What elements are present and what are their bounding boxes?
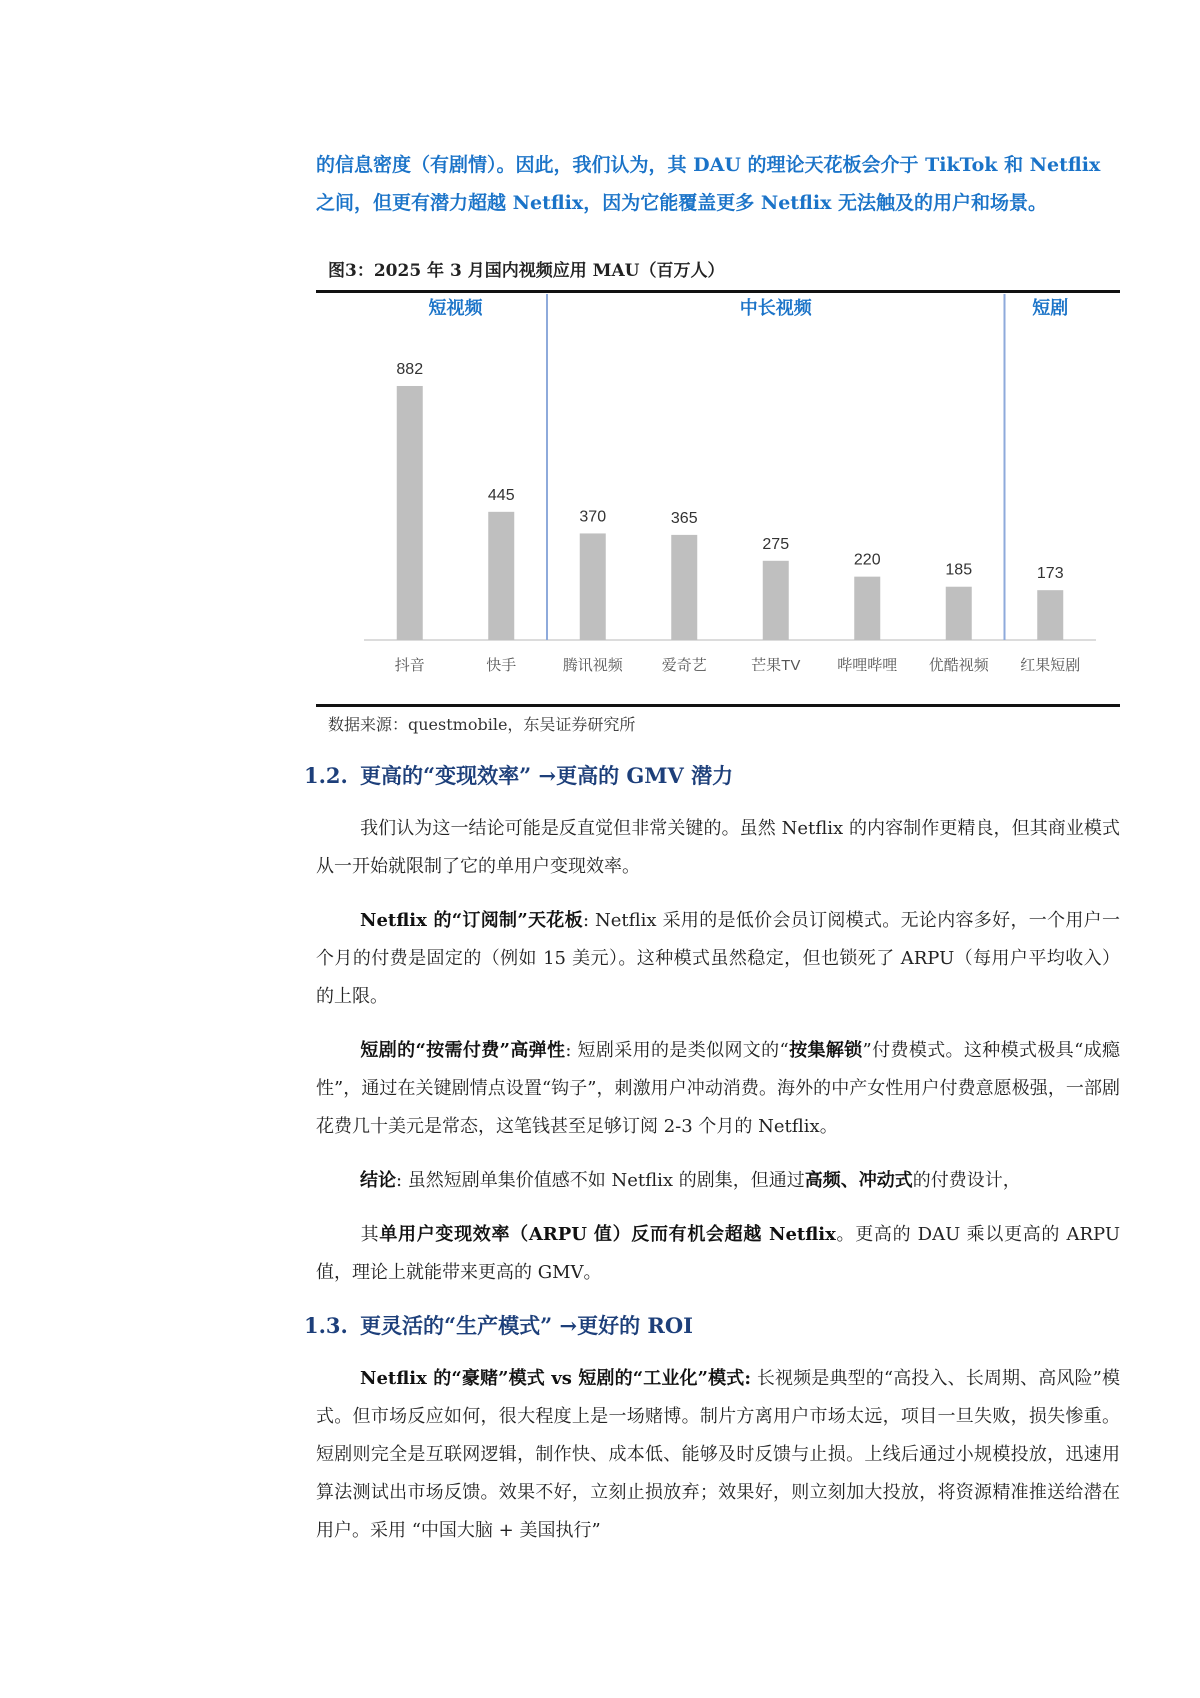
bar-哔哩哔哩 xyxy=(854,577,880,640)
paragraph-text: 我们认为这一结论可能是反直觉但非常关键的。虽然 Netflix 的内容制作更精良，但其商业模式从一开始就限制了它的单用户变现效率。 xyxy=(316,818,1120,877)
paragraph-text: ”付费模式。这种模式极具“成瘾性”，通过在关键剧情点设置“钩子”，刺激用户冲动消费。海外的中产女性用户付费意愿极强，一部剧花费几十美元是常态，这笔钱甚至足够订阅 2-3 个月的 Netflix。 xyxy=(316,1040,1121,1137)
paragraph-text: : 短剧采用的是类似网文的“ xyxy=(565,1040,789,1061)
paragraph-text: 其 xyxy=(360,1224,380,1245)
group-label: 中长视频 xyxy=(739,298,812,318)
category-label: 芒果TV xyxy=(751,657,801,674)
bold-lead: Netflix 的“豪赌”模式 vs 短剧的“工业化”模式: xyxy=(360,1368,752,1389)
bar-腾讯视频 xyxy=(580,533,606,640)
mau-bar-chart xyxy=(316,294,1120,708)
paragraph-text: 的付费设计， xyxy=(912,1170,1021,1191)
paragraph-short-drama-payment xyxy=(316,1032,1120,1146)
category-label: 哔哩哔哩 xyxy=(837,657,898,674)
bold-term: 高频、冲动式 xyxy=(804,1170,913,1191)
category-label: 快手 xyxy=(486,657,517,674)
section-number: 1.2. xyxy=(304,763,348,788)
section-number: 1.3. xyxy=(304,1313,348,1338)
data-label: 370 xyxy=(579,508,607,526)
data-label: 185 xyxy=(945,561,973,579)
paragraph-intro-claim xyxy=(316,810,1120,886)
data-label: 882 xyxy=(396,360,424,378)
section-title: 更高的“变现效率” →更高的 GMV 潜力 xyxy=(360,763,734,788)
bold-term: 单用户变现效率（ARPU 值）反而有机会超越 Netflix xyxy=(379,1224,836,1245)
section-heading-1-3 xyxy=(304,1310,693,1340)
figure-title: 图3：2025 年 3 月国内视频应用 MAU（百万人） xyxy=(328,261,725,281)
intro-paragraph xyxy=(316,146,1120,222)
bold-lead: 结论 xyxy=(360,1170,396,1191)
data-label: 275 xyxy=(762,535,790,553)
paragraph-text: 长视频是典型的“高投入、长周期、高风险”模式。但市场反应如何，很大程度上是一场赌博。制片方离用户市场太远，项目一旦失败，损失惨重。短剧则完全是互联网逻辑，制作快、成本低、能够及时反馈与止损。上线后通过小规模投放，迅速用算法测试出市场反馈。效果不好，立刻止损放弃；效果好，则立刻加大投放，将资源精准推送给潜在用户。采用 “中国大脑 + 美国执行” xyxy=(316,1368,1121,1541)
paragraph-production-model xyxy=(316,1360,1120,1550)
bar-芒果TV xyxy=(763,561,789,640)
category-label: 腾讯视频 xyxy=(562,657,623,674)
bold-term: 按集解锁 xyxy=(788,1040,863,1061)
figure-bottom-rule xyxy=(316,704,1120,707)
group-label: 短视频 xyxy=(428,298,483,318)
intro-line-1: 的信息密度（有剧情）。因此，我们认为，其 DAU 的理论天花板会介于 TikTok 和 Netflix xyxy=(316,154,1101,176)
data-label: 445 xyxy=(487,486,515,504)
figure-source: 数据来源：questmobile，东吴证券研究所 xyxy=(328,715,636,734)
category-label: 优酷视频 xyxy=(928,657,989,674)
paragraph-text: : Netflix 采用的是低价会员订阅模式。无论内容多好，一个用户一个月的付费是固定的（例如 15 美元）。这种模式虽然稳定，但也锁死了 ARPU（每用户平均收入）的上限。 xyxy=(316,910,1120,1007)
data-label: 173 xyxy=(1036,565,1064,583)
chart-canvas xyxy=(316,294,1120,704)
figure-top-rule xyxy=(316,290,1120,293)
paragraph-text: : 虽然短剧单集价值感不如 Netflix 的剧集，但通过 xyxy=(396,1170,805,1191)
paragraph-arpu xyxy=(316,1216,1120,1292)
bold-lead: Netflix 的“订阅制”天花板 xyxy=(360,910,583,931)
paragraph-netflix-subscription xyxy=(316,902,1120,1016)
section-heading-1-2 xyxy=(304,760,733,790)
paragraph-conclusion xyxy=(316,1162,1120,1200)
bar-优酷视频 xyxy=(946,587,972,640)
intro-line-2: 之间，但更有潜力超越 Netflix，因为它能覆盖更多 Netflix 无法触及的用户和场景。 xyxy=(316,192,1048,214)
category-label: 抖音 xyxy=(394,657,425,674)
bar-红果短剧 xyxy=(1037,590,1063,640)
bar-快手 xyxy=(488,512,514,640)
data-label: 220 xyxy=(853,551,881,569)
bold-lead: 短剧的“按需付费”高弹性 xyxy=(360,1040,566,1061)
section-title: 更灵活的“生产模式” →更好的 ROI xyxy=(360,1313,693,1338)
data-label: 365 xyxy=(670,509,698,527)
paragraph-text: 。更高的 DAU 乘以更高的 ARPU 值，理论上就能带来更高的 GMV。 xyxy=(316,1224,1121,1283)
bar-抖音 xyxy=(397,386,423,640)
bar-爱奇艺 xyxy=(671,535,697,640)
group-label: 短剧 xyxy=(1032,298,1069,318)
category-label: 爱奇艺 xyxy=(661,657,707,674)
category-label: 红果短剧 xyxy=(1020,657,1081,674)
